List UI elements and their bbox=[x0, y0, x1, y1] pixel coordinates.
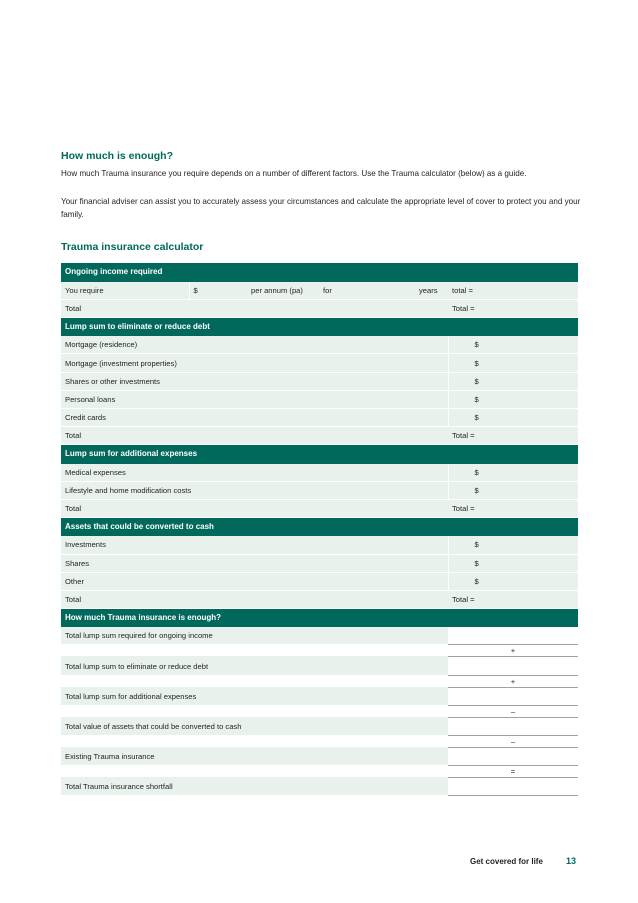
expense-label: Medical expenses bbox=[61, 463, 448, 481]
debt-value-field[interactable]: $ bbox=[448, 409, 578, 427]
operator-row bbox=[61, 766, 578, 778]
debt-label: Mortgage (investment properties) bbox=[61, 354, 448, 372]
expense-label: Lifestyle and home modification costs bbox=[61, 481, 448, 499]
debt-total-value[interactable]: Total = bbox=[448, 427, 578, 445]
asset-label: Investments bbox=[61, 536, 448, 554]
operator-row bbox=[61, 645, 578, 657]
amount-field[interactable]: $ bbox=[189, 281, 247, 299]
debt-row bbox=[61, 336, 578, 354]
summary-row bbox=[61, 627, 578, 645]
operator-symbol: – bbox=[448, 736, 578, 748]
per-annum-label: per annum (pa) bbox=[247, 281, 319, 299]
summary-row bbox=[61, 687, 578, 705]
asset-label: Shares bbox=[61, 554, 448, 572]
calculator-title: Trauma insurance calculator bbox=[61, 241, 204, 253]
summary-value-field[interactable] bbox=[448, 657, 578, 675]
total-label: Total bbox=[61, 427, 448, 445]
summary-label: Existing Trauma insurance bbox=[61, 748, 448, 766]
summary-row bbox=[61, 778, 578, 796]
intro-paragraph-2: Your financial adviser can assist you to accurately assess your circumstances and calculate the appropriate level of cover to protect you and your family. bbox=[61, 197, 581, 219]
debt-value-field[interactable]: $ bbox=[448, 372, 578, 390]
operator-symbol: = bbox=[448, 766, 578, 778]
debt-label: Credit cards bbox=[61, 409, 448, 427]
asset-row bbox=[61, 554, 578, 572]
debt-label: Shares or other investments bbox=[61, 372, 448, 390]
summary-label: Total lump sum required for ongoing income bbox=[61, 627, 448, 645]
total-label: Total bbox=[61, 299, 448, 317]
debt-label: Mortgage (residence) bbox=[61, 336, 448, 354]
expense-row bbox=[61, 463, 578, 481]
asset-value-field[interactable]: $ bbox=[448, 554, 578, 572]
operator-row bbox=[61, 736, 578, 748]
asset-row bbox=[61, 572, 578, 590]
operator-symbol: + bbox=[448, 675, 578, 687]
expense-row bbox=[61, 481, 578, 499]
years-field[interactable]: for bbox=[319, 281, 415, 299]
debt-header: Lump sum to eliminate or reduce debt bbox=[61, 318, 578, 336]
debt-value-field[interactable]: $ bbox=[448, 336, 578, 354]
trauma-calculator-table bbox=[61, 263, 578, 796]
expenses-header: Lump sum for additional expenses bbox=[61, 445, 578, 463]
ongoing-income-header: Ongoing income required bbox=[61, 263, 578, 281]
expense-value-field[interactable]: $ bbox=[448, 481, 578, 499]
summary-label: Total lump sum to eliminate or reduce debt bbox=[61, 657, 448, 675]
ongoing-total-row bbox=[61, 299, 578, 317]
page-number: 13 bbox=[566, 856, 577, 866]
debt-row bbox=[61, 409, 578, 427]
operator-symbol: + bbox=[448, 645, 578, 657]
assets-header: Assets that could be converted to cash bbox=[61, 518, 578, 536]
ongoing-total-value[interactable]: Total = bbox=[448, 299, 578, 317]
debt-total-row bbox=[61, 427, 578, 445]
total-label: Total bbox=[61, 499, 448, 517]
summary-label: Total Trauma insurance shortfall bbox=[61, 778, 448, 796]
debt-row bbox=[61, 372, 578, 390]
expenses-total-value[interactable]: Total = bbox=[448, 499, 578, 517]
years-label: years bbox=[415, 281, 448, 299]
asset-value-field[interactable]: $ bbox=[448, 572, 578, 590]
assets-total-value[interactable]: Total = bbox=[448, 590, 578, 608]
summary-row bbox=[61, 717, 578, 735]
expenses-total-row bbox=[61, 499, 578, 517]
debt-value-field[interactable]: $ bbox=[448, 390, 578, 408]
debt-row bbox=[61, 354, 578, 372]
operator-row bbox=[61, 705, 578, 717]
summary-value-field[interactable] bbox=[448, 687, 578, 705]
debt-row bbox=[61, 390, 578, 408]
operator-symbol: – bbox=[448, 705, 578, 717]
you-require-row bbox=[61, 281, 578, 299]
assets-total-row bbox=[61, 590, 578, 608]
summary-value-field[interactable] bbox=[448, 627, 578, 645]
expense-value-field[interactable]: $ bbox=[448, 463, 578, 481]
asset-row bbox=[61, 536, 578, 554]
summary-label: Total value of assets that could be converted to cash bbox=[61, 717, 448, 735]
asset-label: Other bbox=[61, 572, 448, 590]
summary-label: Total lump sum for additional expenses bbox=[61, 687, 448, 705]
operator-row bbox=[61, 675, 578, 687]
summary-row bbox=[61, 657, 578, 675]
asset-value-field[interactable]: $ bbox=[448, 536, 578, 554]
ongoing-total-field[interactable]: total = bbox=[448, 281, 578, 299]
total-label: Total bbox=[61, 590, 448, 608]
summary-header: How much Trauma insurance is enough? bbox=[61, 609, 578, 627]
shortfall-value-field[interactable] bbox=[448, 778, 578, 796]
you-require-label: You require bbox=[61, 281, 189, 299]
section-title: How much is enough? bbox=[61, 150, 173, 162]
debt-value-field[interactable]: $ bbox=[448, 354, 578, 372]
footer-text: Get covered for life bbox=[470, 857, 543, 866]
summary-value-field[interactable] bbox=[448, 717, 578, 735]
summary-row bbox=[61, 748, 578, 766]
summary-value-field[interactable] bbox=[448, 748, 578, 766]
debt-label: Personal loans bbox=[61, 390, 448, 408]
intro-paragraph-1: How much Trauma insurance you require depends on a number of different factors. Use the Trauma calculator (below) as a guide. bbox=[61, 169, 527, 178]
